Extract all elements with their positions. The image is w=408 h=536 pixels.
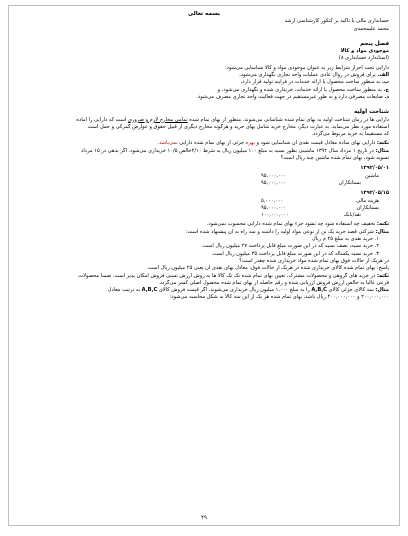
course-title: حسابداری مالی با تاکید بر کنکور کارشناسی ارشد: [284, 18, 389, 25]
journal-line: بستانکاران ۹۵,۰۰۰,۰۰۰: [261, 204, 379, 211]
purchase-option: ۲. خرید نسیه، نصف نسیه که در این صورت مبلغ قابل پرداخت ۲۷ میلیون ریال است.: [201, 243, 379, 250]
journal-line: ماشین ۹۵,۰۰۰,۰۰۰: [261, 172, 379, 179]
definition-item: ب. به منظور ساخت محصول یا ارائه خدمات در فرایند تولید قرار دارد،: [240, 79, 389, 86]
purchase-option: ۳. خرید نسیه یکساله که در این صورت مبلغ قابل پرداخت ۳۵ میلیون ریال است.: [211, 250, 379, 257]
note-joint-products: نکته: در خرید های گروهی و محصولات مشترک، تعیین بهای تمام شده تک تک کالا ها به روش ارزش نسبی فروش امکان پذیر است. ضمناً محصولات: [78, 272, 389, 279]
definition-item: ج. به منظور ساخت محصول یا ارائه خدمات، خریداری شده و نگهداری می‌شود، و: [217, 86, 389, 93]
bismillah: بسمه تعالی: [187, 11, 220, 17]
definition-item: د. ضایعات مصرفی دارد و به طور غیرمستقیم در جهت فعالیت واحد تجاری مصرف می‌شود.: [196, 93, 389, 100]
note-discount: نکته: تخفیف چه استفاده شود چه نشود جزء بهای تمام شده دارایی محسوب نمی‌شود.: [206, 221, 389, 228]
definition-item: الف. برای فروش در روال عادی عملیات واحد تجاری نگهداری می‌شود،: [239, 72, 389, 79]
example-purchase: مثال: شرکتی قصد خرید یک تن از نوعی مواد اولیه را داشته و سه راه به آن پیشنهاد شده است:: [185, 228, 389, 235]
example-question: در هریک از حالات فوق بهای تمام شده مواد خریداری شده چقدر است؟: [239, 257, 389, 264]
example-joint-cost-cont: ۲۰۰,۰۰۰,۰۰۰ و ۴۰۰,۰۰۰,۰۰۰ ریال باشد، بهای تمام شده هر یک از این سه کالا به شکل محاسبه می‌شود:: [169, 294, 389, 301]
recognition-paragraph-line: دارایی ها در زمان شناخت اولیه به بهای تمام شده شناسایی می‌شوند. منظور از بهای تمام شده تمامی مخارج لازم و ضروری است که دارایی را آماده: [76, 116, 389, 123]
note-interest: نکته: دارایی بهای ساده معادل قیمت نقدی آن شناسایی شود و بهره جزئی از بهای تمام شده دارایی نمی‌باشد.: [157, 140, 389, 147]
recognition-paragraph-line: که مستقیماً به خرید مربوط می‌گردد.: [311, 131, 389, 138]
chapter-standard: (استاندارد حسابداری ۸): [338, 55, 389, 62]
example-machine: مثال: در تاریخ ۱ مرداد سال ۱۳۹۲ ماشینی بطور نسیه به مبلغ ۱۰۰ میلیون ریال به شرط ۲/۱۰خالص ۱۰/۵ خریداری می‌شود. اگر بدهی در ۱۵ مرداد: [81, 147, 389, 154]
page-number: ۴۹: [201, 515, 207, 521]
page-content: [19, 11, 389, 511]
journal-line: بستانکاران ۹۵,۰۰۰,۰۰۰: [261, 179, 361, 186]
journal-line: هزینه مالی ۵,۰۰۰,۰۰۰: [261, 197, 379, 204]
journal-date: ۱۳۹۲/۰۵/۰۱: [360, 165, 389, 172]
document-page: [8, 5, 400, 526]
purchase-option: ۱. خرید نقدی به مبلغ ۲۵ م ریال: [311, 236, 379, 243]
example-machine-question: تسویه شود، بهای تمام شده ماشین چند ریال است؟: [280, 155, 389, 162]
example-joint-cost: مثال: سه کالای جزئی کالای A,B,C را به مبلغ ۱,۰۰۰ میلیون ریال خریداری می‌شوند. اگر قیمت فروش کالای A,B,C به ترتیب معادل: [107, 287, 389, 294]
section-heading-recognition: شناخت اولیه: [354, 109, 389, 116]
author-name: محمد علیمحمدی: [353, 25, 389, 32]
chapter-subtitle: موجودی مواد و کالا: [340, 48, 389, 55]
note-joint-products-cont: فرعی غالباً به خالص ارزش فروش ارزیابی شده و رقم حاصله از بهای تمام شده محصول اصلی کسر می‌گردد.: [158, 279, 389, 286]
journal-line: نقد/بانک ۱۰۰,۰۰۰,۰۰۰: [261, 212, 361, 219]
definition-intro: دارایی تحت احراز شرایط زیر به عنوان موجودی مواد و کالا شناسایی می‌شود:: [224, 64, 389, 71]
recognition-paragraph-line: استفاده مورد نظر می‌نماید. به عبارت دیگر، مخارج خرید شامل بهای خرید و هرگونه مخارج دیگری از قبیل حقوق و عوارض گمرکی و حمل است: [87, 123, 389, 130]
chapter-title: فصل پنجم: [360, 40, 389, 47]
example-answer: پاسخ: بهای تمام شده کالای خریداری شده در هریک از حالات فوق، معادل بهای نقدی آن یعنی ۲۵ میلیون ریال است.: [146, 265, 389, 272]
journal-date: ۱۳۹۲/۰۵/۱۵: [360, 190, 389, 197]
